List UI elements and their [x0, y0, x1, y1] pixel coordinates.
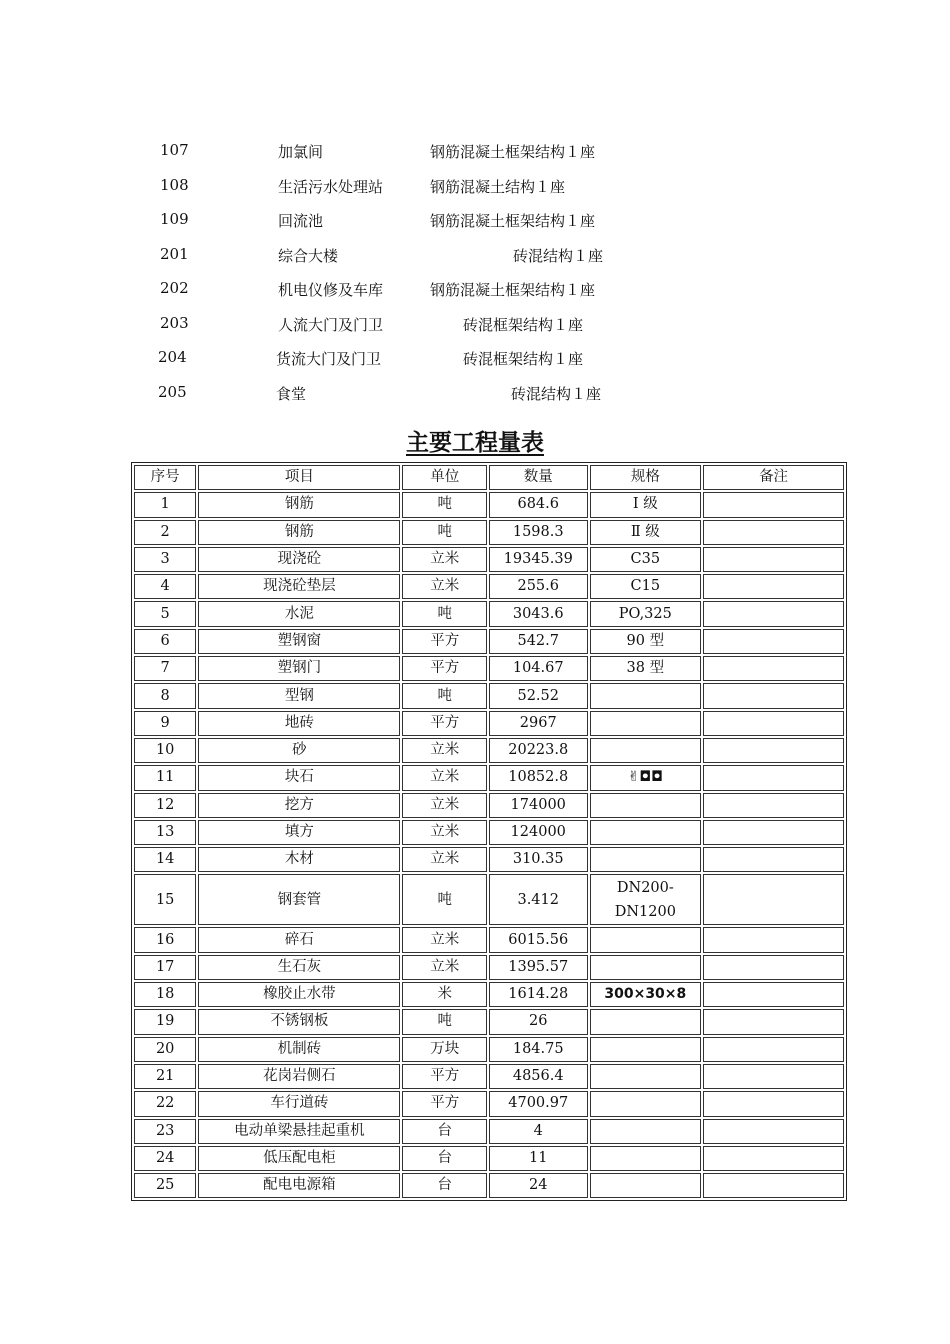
table-cell	[703, 1173, 844, 1198]
table-cell	[703, 520, 844, 545]
table-cell: 17	[134, 955, 196, 980]
structure-name: 综合大楼	[278, 246, 339, 265]
table-cell	[703, 793, 844, 818]
table-cell: 3	[134, 547, 196, 572]
table-cell: 吨	[402, 874, 486, 925]
table-cell	[703, 738, 844, 763]
table-cell: 18	[134, 982, 196, 1007]
table-cell: 型钢	[198, 683, 400, 708]
table-cell: 平方	[402, 1091, 486, 1116]
table-cell: 台	[402, 1119, 486, 1144]
table-cell: 5	[134, 601, 196, 626]
table-row	[134, 1173, 844, 1198]
table-cell: DN200-DN1200	[590, 874, 702, 925]
table-cell: 吨	[402, 520, 486, 545]
table-row	[134, 601, 844, 626]
table-cell: 低压配电柜	[198, 1146, 400, 1171]
table-cell	[703, 656, 844, 681]
table-cell: 310.35	[489, 847, 588, 872]
structure-row	[0, 272, 950, 307]
table-cell: 平方	[402, 629, 486, 654]
structure-desc: 砖混结构１座	[513, 246, 604, 265]
table-cell: Ⅱ 级	[590, 520, 702, 545]
structure-name: 食堂	[276, 384, 307, 403]
table-cell: 立米	[402, 547, 486, 572]
table-cell: 立米	[402, 765, 486, 790]
table-row	[134, 765, 844, 790]
table-cell	[703, 683, 844, 708]
table-cell	[590, 738, 702, 763]
table-cell: 立米	[402, 820, 486, 845]
table-cell	[703, 927, 844, 952]
structure-desc: 砖混结构１座	[511, 384, 602, 403]
table-cell: 10852.8	[489, 765, 588, 790]
table-cell: 19	[134, 1009, 196, 1034]
table-cell: 立米	[402, 738, 486, 763]
table-cell: 橡胶止水带	[198, 982, 400, 1007]
structure-row	[0, 341, 950, 376]
table-row	[134, 574, 844, 599]
table-cell: 吨	[402, 601, 486, 626]
table-cell: 14	[134, 847, 196, 872]
structure-name: 回流池	[278, 212, 324, 230]
table-cell: 2967	[489, 711, 588, 736]
table-cell	[703, 982, 844, 1007]
table-cell: 24	[134, 1146, 196, 1171]
table-cell: 4	[134, 574, 196, 599]
table-row	[134, 520, 844, 545]
table-cell: 立米	[402, 574, 486, 599]
table-cell: 不锈钢板	[198, 1009, 400, 1034]
table-cell	[590, 847, 702, 872]
table-cell: 立米	[402, 793, 486, 818]
table-header-row	[134, 465, 844, 490]
table-cell: 3.412	[489, 874, 588, 925]
table-cell: 7	[134, 656, 196, 681]
table-cell: Ⅰ 级	[590, 492, 702, 517]
table-cell: 车行道砖	[198, 1091, 400, 1116]
structure-code: 108	[160, 175, 189, 194]
table-row	[134, 874, 844, 925]
table-row	[134, 656, 844, 681]
table-cell: 16	[134, 927, 196, 952]
table-row	[134, 711, 844, 736]
table-cell: 现浇砼	[198, 547, 400, 572]
table-cell	[703, 1119, 844, 1144]
structure-row	[0, 169, 950, 204]
table-cell	[703, 955, 844, 980]
table-cell: 1	[134, 492, 196, 517]
table-cell: 3043.6	[489, 601, 588, 626]
table-cell: 吨	[402, 683, 486, 708]
table-cell: 9	[134, 711, 196, 736]
table-row	[134, 1064, 844, 1089]
table-cell: C15	[590, 574, 702, 599]
table-row	[134, 1119, 844, 1144]
table-cell: 52.52	[489, 683, 588, 708]
structure-code: 204	[158, 348, 187, 366]
table-cell	[590, 1091, 702, 1116]
table-row	[134, 629, 844, 654]
table-row	[134, 847, 844, 872]
structure-code: 107	[160, 141, 189, 159]
table-cell: 填方	[198, 820, 400, 845]
table-cell: C35	[590, 547, 702, 572]
table-cell: 6	[134, 629, 196, 654]
structure-row	[0, 134, 950, 169]
table-cell	[703, 820, 844, 845]
table-cell: 平方	[402, 656, 486, 681]
table-cell: 机制砖	[198, 1037, 400, 1062]
table-cell: 钢筋	[198, 520, 400, 545]
table-cell: 10	[134, 738, 196, 763]
header-cell: 项目	[198, 465, 400, 490]
structure-desc: 钢筋混凝土框架结构１座	[430, 143, 596, 161]
table-cell: 挖方	[198, 793, 400, 818]
table-cell	[590, 955, 702, 980]
table-cell: 12	[134, 793, 196, 818]
table-cell: 花岗岩侧石	[198, 1064, 400, 1089]
table-cell: 立米	[402, 955, 486, 980]
table-cell: 地砖	[198, 711, 400, 736]
table-cell	[590, 1009, 702, 1034]
table-cell: 1614.28	[489, 982, 588, 1007]
table-cell	[590, 927, 702, 952]
structure-code: 201	[160, 244, 189, 263]
table-cell	[590, 1173, 702, 1198]
table-cell: 木材	[198, 847, 400, 872]
table-row	[134, 492, 844, 517]
table-cell: 碎石	[198, 927, 400, 952]
header-cell: 规格	[590, 465, 702, 490]
table-cell: 吨	[402, 1009, 486, 1034]
table-cell: 4700.97	[489, 1091, 588, 1116]
header-cell: 数量	[489, 465, 588, 490]
structure-name: 机电仪修及车库	[278, 281, 384, 299]
structure-desc: 钢筋混凝土框架结构１座	[430, 281, 596, 299]
table-cell: 台	[402, 1146, 486, 1171]
table-cell: 174000	[489, 793, 588, 818]
structure-row	[0, 238, 950, 273]
structure-row	[0, 307, 950, 342]
table-cell: 26	[489, 1009, 588, 1034]
table-cell: 22	[134, 1091, 196, 1116]
table-cell: 配电电源箱	[198, 1173, 400, 1198]
table-cell: 钢套管	[198, 874, 400, 925]
table-row	[134, 1009, 844, 1034]
table-cell	[703, 601, 844, 626]
table-cell: 块石	[198, 765, 400, 790]
table-cell	[590, 1146, 702, 1171]
table-cell: 万块	[402, 1037, 486, 1062]
table-cell: 4	[489, 1119, 588, 1144]
table-cell	[703, 847, 844, 872]
table-cell	[590, 711, 702, 736]
table-cell	[590, 820, 702, 845]
table-cell: 104.67	[489, 656, 588, 681]
table-cell	[703, 874, 844, 925]
table-cell: 塑钢窗	[198, 629, 400, 654]
structure-desc: 砖混框架结构１座	[463, 315, 584, 334]
table-cell: PO,325	[590, 601, 702, 626]
table-cell: 2	[134, 520, 196, 545]
table-cell: 38 型	[590, 656, 702, 681]
table-row	[134, 683, 844, 708]
table-cell: 20	[134, 1037, 196, 1062]
table-cell	[703, 1009, 844, 1034]
table-cell: 1598.3	[489, 520, 588, 545]
table-cell	[703, 765, 844, 790]
table-row	[134, 1037, 844, 1062]
table-cell	[703, 1091, 844, 1116]
header-cell: 序号	[134, 465, 196, 490]
table-cell: 15	[134, 874, 196, 925]
table-cell	[703, 492, 844, 517]
structure-desc: 砖混框架结构１座	[463, 350, 584, 368]
table-cell	[590, 683, 702, 708]
table-row	[134, 547, 844, 572]
table-cell: 20223.8	[489, 738, 588, 763]
structure-name: 人流大门及门卫	[278, 315, 384, 334]
table-cell: 184.75	[489, 1037, 588, 1062]
structure-code: 203	[160, 313, 189, 332]
table-cell: 电动单梁悬挂起重机	[198, 1119, 400, 1144]
quantity-table	[131, 462, 847, 1201]
table-cell	[590, 793, 702, 818]
table-title: 主要工程量表	[406, 430, 544, 456]
table-row	[134, 820, 844, 845]
table-cell: 米	[402, 982, 486, 1007]
table-cell	[590, 1064, 702, 1089]
table-cell: 塑钢门	[198, 656, 400, 681]
structure-desc: 钢筋混凝土结构１座	[430, 177, 566, 196]
table-cell: 13	[134, 820, 196, 845]
table-cell: 6015.56	[489, 927, 588, 952]
header-cell: 单位	[402, 465, 486, 490]
table-cell: 90 型	[590, 629, 702, 654]
table-cell: 542.7	[489, 629, 588, 654]
table-cell: 吨	[402, 492, 486, 517]
table-cell: 23	[134, 1119, 196, 1144]
structure-code: 205	[158, 382, 187, 401]
structure-name: 生活污水处理站	[278, 177, 384, 196]
table-cell: 21	[134, 1064, 196, 1089]
table-cell	[703, 547, 844, 572]
table-cell: 台	[402, 1173, 486, 1198]
table-cell: 11	[134, 765, 196, 790]
table-cell: ✌◘◘	[590, 765, 702, 790]
table-cell	[703, 711, 844, 736]
table-row	[134, 982, 844, 1007]
structure-name: 加氯间	[278, 143, 324, 161]
table-row	[134, 1091, 844, 1116]
structure-desc: 钢筋混凝土框架结构１座	[430, 212, 596, 230]
structure-code: 109	[160, 210, 189, 228]
table-cell	[590, 1037, 702, 1062]
table-row	[134, 738, 844, 763]
table-cell: 立米	[402, 847, 486, 872]
table-row	[134, 793, 844, 818]
table-cell	[703, 1064, 844, 1089]
table-cell: 1395.57	[489, 955, 588, 980]
table-cell: 4856.4	[489, 1064, 588, 1089]
table-cell: 124000	[489, 820, 588, 845]
table-cell: 19345.39	[489, 547, 588, 572]
table-cell: 立米	[402, 927, 486, 952]
table-cell	[703, 629, 844, 654]
structure-list	[0, 134, 950, 410]
table-cell	[703, 1146, 844, 1171]
table-cell: 255.6	[489, 574, 588, 599]
table-cell	[703, 574, 844, 599]
table-cell: 生石灰	[198, 955, 400, 980]
table-cell: 平方	[402, 1064, 486, 1089]
table-cell: 水泥	[198, 601, 400, 626]
table-cell: 11	[489, 1146, 588, 1171]
table-cell: 平方	[402, 711, 486, 736]
table-cell: 25	[134, 1173, 196, 1198]
structure-row	[0, 376, 950, 411]
table-cell: 砂	[198, 738, 400, 763]
header-cell: 备注	[703, 465, 844, 490]
table-cell	[703, 1037, 844, 1062]
table-cell	[590, 1119, 702, 1144]
table-row	[134, 927, 844, 952]
table-cell: 684.6	[489, 492, 588, 517]
table-cell: 300×30×8	[590, 982, 702, 1007]
table-cell: 8	[134, 683, 196, 708]
structure-code: 202	[160, 279, 189, 297]
table-cell: 现浇砼垫层	[198, 574, 400, 599]
structure-name: 货流大门及门卫	[276, 350, 382, 368]
table-row	[134, 955, 844, 980]
table-row	[134, 1146, 844, 1171]
table-cell: 钢筋	[198, 492, 400, 517]
table-cell: 24	[489, 1173, 588, 1198]
structure-row	[0, 203, 950, 238]
